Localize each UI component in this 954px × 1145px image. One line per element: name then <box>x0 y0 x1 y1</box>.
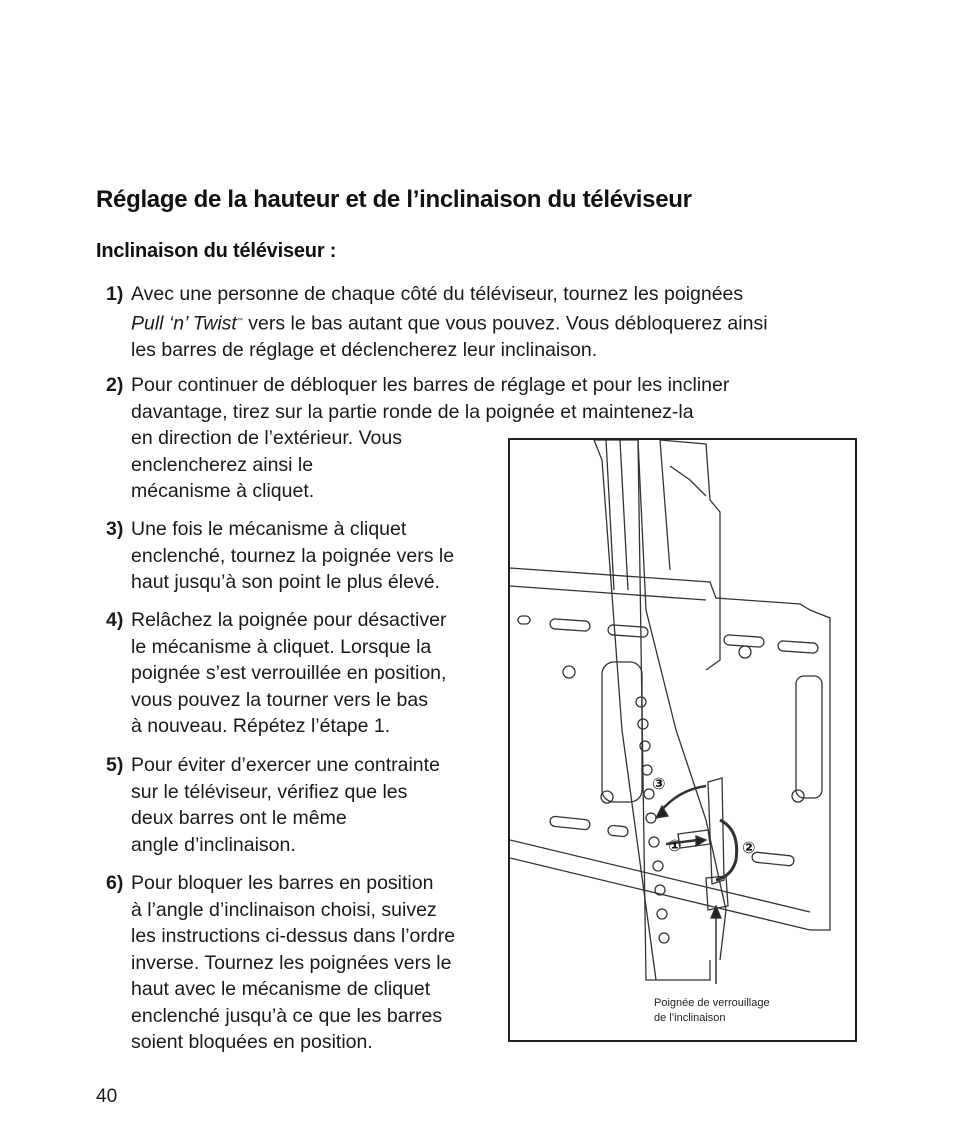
tilt-bracket-illustration <box>508 438 857 1042</box>
step-text-line: Une fois le mécanisme à cliquet <box>131 518 407 540</box>
caption-line: de l’inclinaison <box>654 1012 726 1024</box>
step-text-line: Relâchez la poignée pour désactiver <box>131 609 447 631</box>
step-text-line: Pour continuer de débloquer les barres de réglage et pour les incliner <box>131 374 730 396</box>
step-text-line: inverse. Tournez les poignées vers le <box>131 951 452 974</box>
step-text-line: les instructions ci-dessus dans l’ordre <box>131 925 456 947</box>
step-text-line: soient bloquées en position. <box>131 1031 373 1053</box>
step-text-line: enclencherez ainsi le <box>131 453 314 476</box>
step-text: vers le bas autant que vous pouvez. Vous débloquerez ainsi <box>248 312 768 334</box>
step-text-line: en direction de l’extérieur. Vous <box>131 427 403 449</box>
step-text-line: davantage, tirez sur la partie ronde de la poignée et maintenez-la <box>131 400 694 423</box>
step-text-line: sur le téléviseur, vérifiez que les <box>131 780 408 803</box>
step-number: 2) <box>106 374 124 396</box>
step-3 <box>106 516 454 596</box>
step-text-line: Pour éviter d’exercer une contrainte <box>131 754 440 776</box>
page-title: Réglage de la hauteur et de l’inclinaison du téléviseur <box>96 186 692 213</box>
step-text-line: le mécanisme à cliquet. Lorsque la <box>131 635 432 658</box>
step-6 <box>106 870 455 1056</box>
figure-caption <box>654 996 770 1026</box>
step-text-line: à l’angle d’inclinaison choisi, suivez <box>131 898 437 921</box>
step-text-line: deux barres ont le même <box>131 807 347 829</box>
caption-line: Poignée de verrouillage <box>654 997 770 1009</box>
step-text-line: à nouveau. Répétez l’étape 1. <box>131 715 391 737</box>
step-text-line: vous pouvez la tourner vers le bas <box>131 688 428 711</box>
step-text-line: Avec une personne de chaque côté du téléviseur, tournez les poignées <box>131 283 744 305</box>
step-text-line-with-product <box>131 308 768 337</box>
step-text-line: les barres de réglage et déclencherez leur inclinaison. <box>131 338 598 361</box>
step-text-line: poignée s’est verrouillée en position, <box>131 662 447 684</box>
step-5 <box>106 752 440 858</box>
step-number: 1) <box>106 283 124 305</box>
step-text-line: mécanisme à cliquet. <box>131 480 315 502</box>
step-text-line: enclenché, tournez la poignée vers le <box>131 544 455 567</box>
section-subtitle: Inclinaison du téléviseur : <box>96 240 337 262</box>
step-text-line: haut avec le mécanisme de cliquet <box>131 978 431 1000</box>
step-number: 5) <box>106 754 124 776</box>
callout-2: ② <box>742 840 756 857</box>
step-number: 4) <box>106 609 124 631</box>
trademark-symbol: ™ <box>236 317 243 324</box>
product-name: Pull ‘n’ Twist <box>131 312 237 334</box>
callout-1: ① <box>668 838 682 855</box>
step-1 <box>106 281 768 363</box>
step-text-line: haut jusqu’à son point le plus élevé. <box>131 571 440 593</box>
step-text-line: enclenché jusqu’à ce que les barres <box>131 1004 443 1027</box>
step-text-line: angle d’inclinaison. <box>131 833 296 856</box>
step-number: 6) <box>106 872 124 894</box>
step-4 <box>106 607 446 740</box>
step-text-line: Pour bloquer les barres en position <box>131 872 434 894</box>
bracket-drawing <box>510 440 855 1040</box>
callout-3: ③ <box>652 776 666 793</box>
step-number: 3) <box>106 518 124 540</box>
page-number: 40 <box>96 1086 118 1107</box>
